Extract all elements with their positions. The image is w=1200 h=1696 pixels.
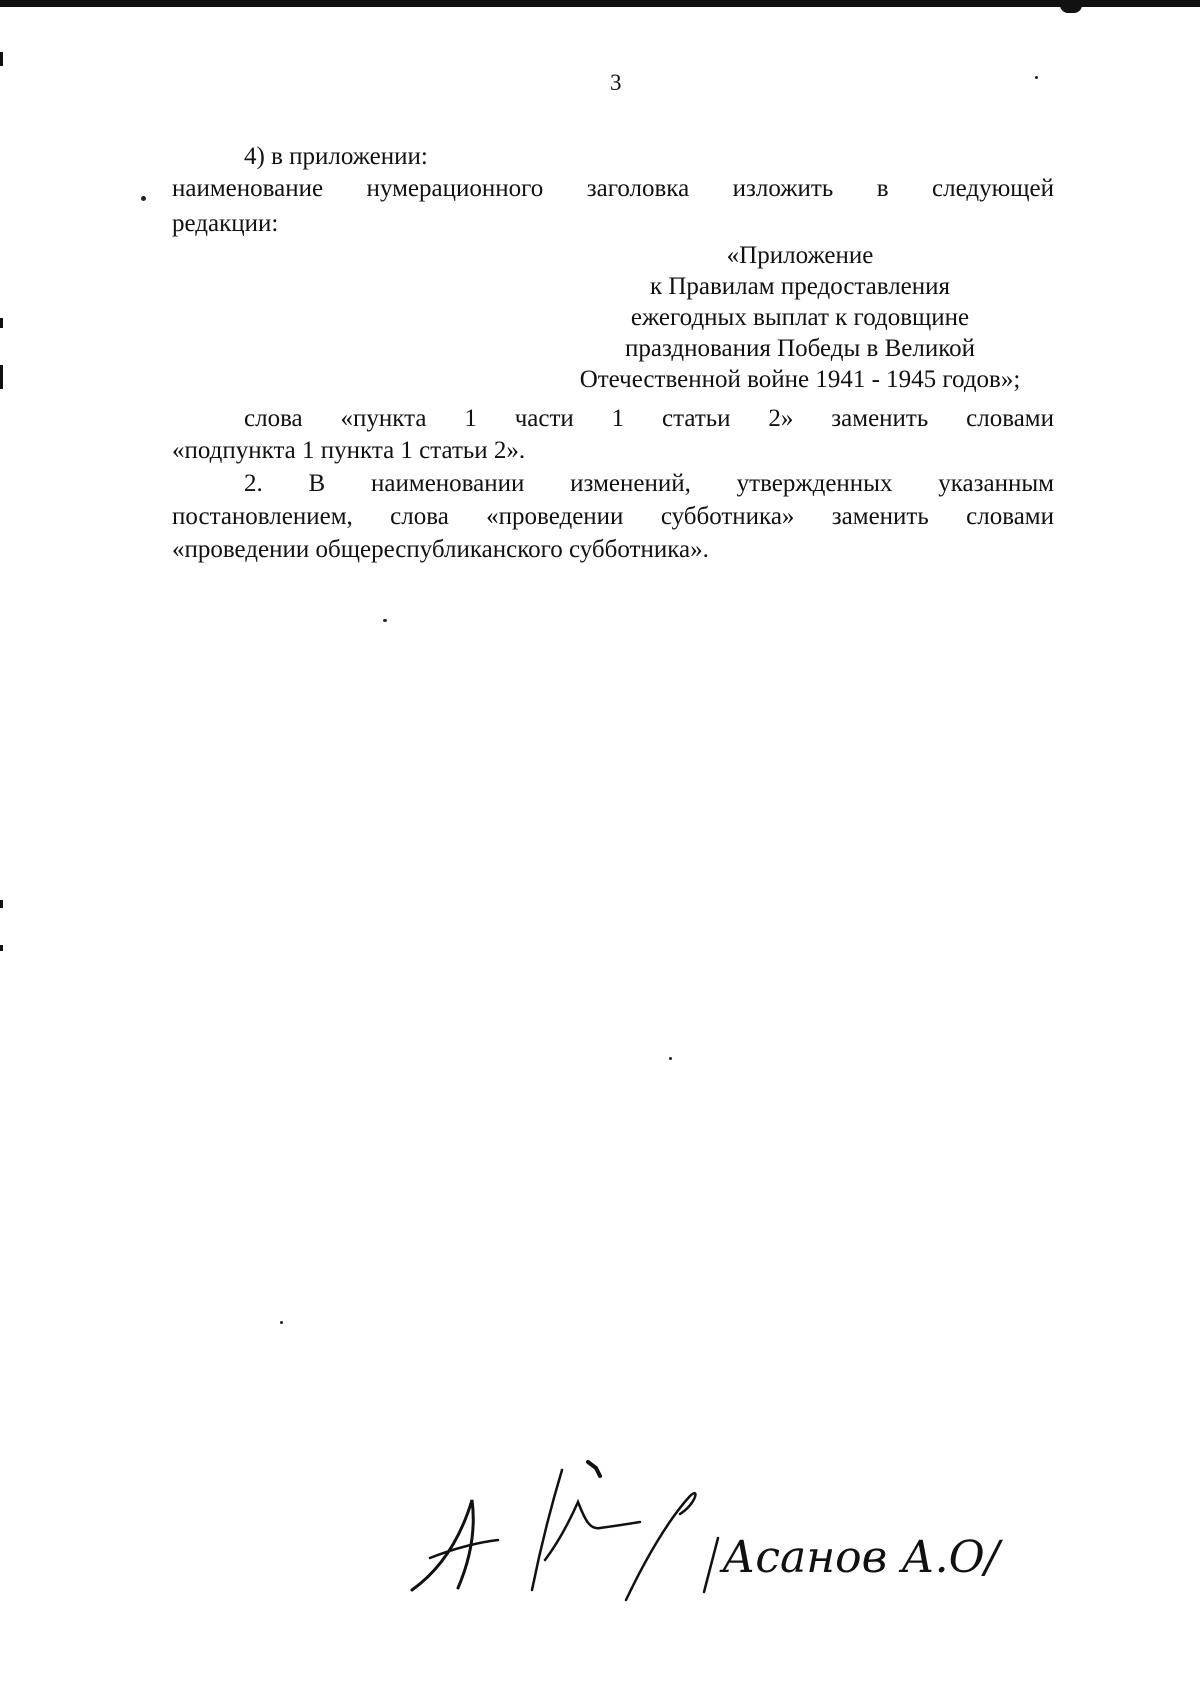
- scan-edge-mark: [0, 945, 3, 951]
- heading-instruction-line: редакции:: [172, 210, 279, 237]
- appendix-heading-block: [550, 240, 1050, 395]
- item-4-intro: 4) в приложении:: [244, 143, 428, 170]
- words-replacement-line: слова «пункта 1 части 1 статьи 2» заменить словами: [244, 405, 1054, 432]
- appendix-heading-line: ежегодных выплат к годовщине: [630, 304, 970, 331]
- scan-edge-mark: [0, 318, 3, 328]
- signature-handwritten-name: Асанов А.О/: [722, 1532, 1000, 1583]
- heading-instruction-line: наименование нумерационного заголовка изложить в следующей: [172, 175, 1054, 202]
- scan-artifact-mark: [1060, 4, 1082, 13]
- scan-edge-mark: [0, 52, 3, 66]
- scan-edge-mark: [0, 365, 3, 389]
- top-border-rule: [0, 0, 1200, 7]
- scan-speck: [669, 1057, 672, 1060]
- scan-speck: [280, 1321, 283, 1324]
- appendix-heading-line: «Приложение: [726, 242, 874, 269]
- handwritten-signature: [400, 1440, 1020, 1610]
- appendix-heading-line: празднования Победы в Великой: [625, 335, 975, 362]
- page-number: 3: [610, 70, 622, 95]
- item-2-line: «проведении общереспубликанского субботника».: [172, 536, 709, 563]
- scan-speck: [1035, 76, 1038, 79]
- item-2-line: 2. В наименовании изменений, утвержденных указанным: [244, 470, 1054, 497]
- item-2-line: постановлением, слова «проведении субботника» заменить словами: [172, 503, 1054, 530]
- appendix-heading-line: к Правилам предоставления: [649, 273, 951, 300]
- scan-speck: [383, 619, 387, 622]
- appendix-heading-line: Отечественной войне 1941 - 1945 годов»;: [579, 366, 1021, 393]
- scan-edge-mark: [0, 900, 3, 908]
- words-replacement-line: «подпункта 1 пункта 1 статьи 2».: [172, 437, 526, 464]
- scan-speck: [141, 196, 146, 201]
